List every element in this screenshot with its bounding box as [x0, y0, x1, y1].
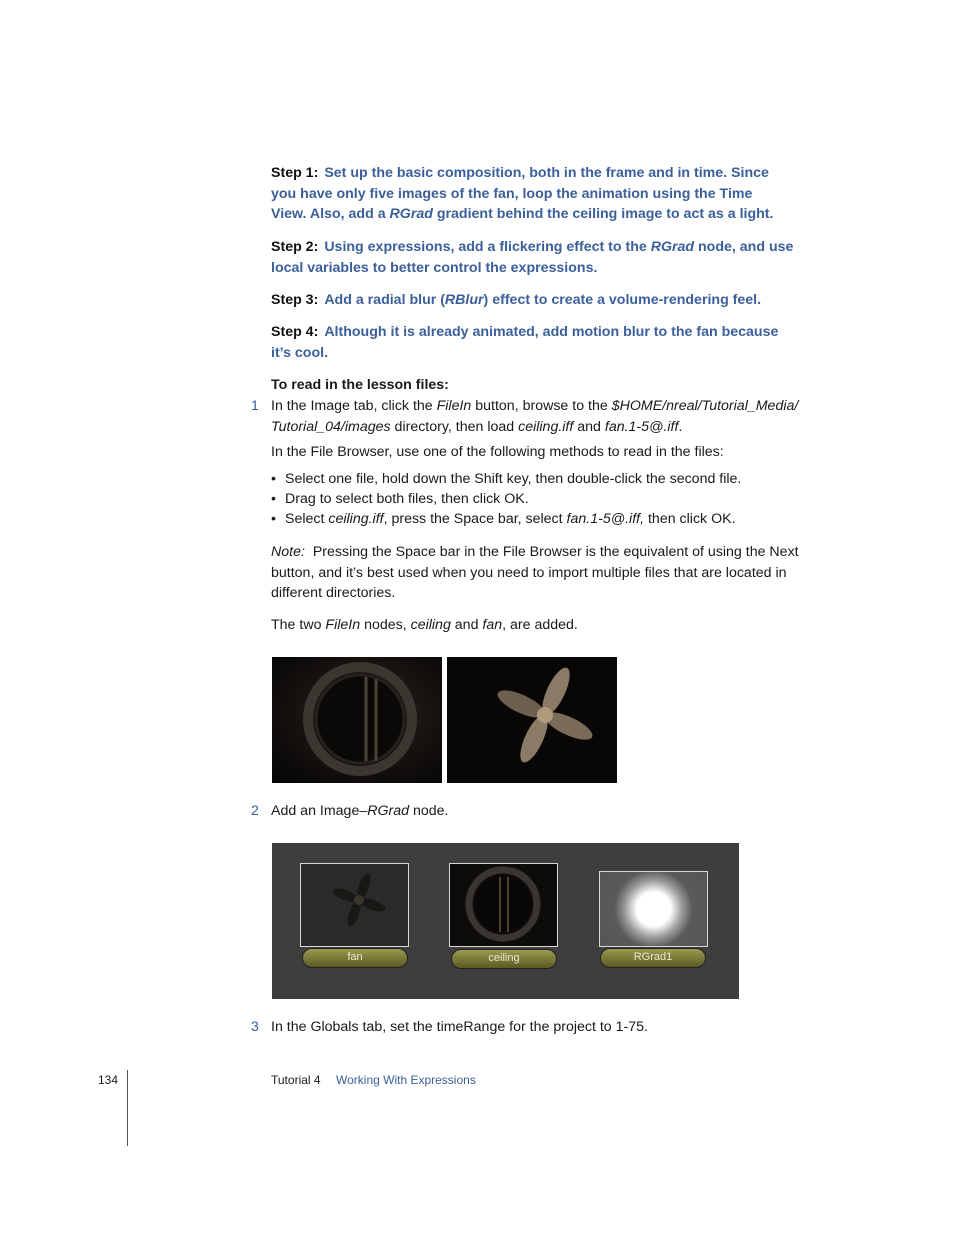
- bullet-dot: •: [271, 511, 276, 527]
- step-3-label: Step 3:: [271, 292, 319, 308]
- ceiling-vent-icon: [272, 657, 442, 783]
- step-1-line-3b: gradient behind the ceiling image to act as a light.: [432, 206, 774, 222]
- bullet-dot: •: [271, 491, 276, 507]
- item-1-fan: fan.1-5@.iff: [604, 418, 679, 435]
- step-3-b: ) effect to create a volume-rendering feel.: [483, 292, 762, 308]
- read-heading: To read in the lesson files:: [271, 377, 449, 393]
- step-3-rblur: RBlur: [444, 292, 484, 308]
- item-2-text: [271, 801, 811, 822]
- b3-a: Select: [285, 511, 329, 527]
- added-text: [271, 615, 811, 636]
- bullet-dot: •: [271, 471, 276, 487]
- step-1-line-1: Set up the basic composition, both in the frame and in time. Since: [324, 165, 769, 181]
- ceiling-node-label[interactable]: ceiling: [451, 949, 557, 969]
- step-4: [271, 322, 811, 363]
- bullet-1-text: Select one file, hold down the Shift key, then double-click the second file.: [285, 471, 742, 487]
- added-ceiling: ceiling: [410, 617, 451, 633]
- item-1-e: .: [678, 418, 683, 435]
- step-1-line-2: you have only five images of the fan, loop the animation using the Time: [271, 185, 753, 202]
- note-line-1: Pressing the Space bar in the File Browser is the equivalent of using the Next: [312, 544, 799, 560]
- footer-tutorial: Tutorial 4: [271, 1073, 321, 1087]
- rgrad-node-label[interactable]: RGrad1: [600, 948, 706, 968]
- step-3-a: Add a radial blur (: [324, 292, 445, 308]
- step-1: [271, 163, 811, 225]
- step-4-line-2: it’s cool.: [271, 344, 329, 361]
- node-view-panel: [272, 843, 739, 999]
- item-3-number: 3: [251, 1019, 259, 1035]
- step-2-line-2: local variables to better control the expressions.: [271, 259, 598, 276]
- b3-ceiling: ceiling.iff: [328, 511, 384, 527]
- item-1-number: 1: [251, 398, 259, 414]
- page-number: 134: [98, 1073, 119, 1087]
- item-1-text: [271, 396, 811, 437]
- added-d: , are added.: [502, 617, 578, 633]
- added-filein: FileIn: [325, 617, 361, 633]
- ceiling-vent-icon: [450, 864, 557, 946]
- browser-text: In the File Browser, use one of the following methods to read in the files:: [271, 444, 724, 460]
- item-2-b: node.: [409, 803, 449, 819]
- step-4-label: Step 4:: [271, 324, 319, 340]
- ceiling-image: [272, 657, 442, 783]
- item-3-text: In the Globals tab, set the timeRange for the project to 1-75.: [271, 1019, 648, 1035]
- step-1-line-3a: View. Also, add a: [271, 206, 390, 222]
- note-line-2: button, and it’s best used when you need to import multiple files that are located in: [271, 564, 787, 581]
- bullet-3-text: [285, 509, 736, 529]
- fan-node-thumbnail[interactable]: [300, 863, 409, 947]
- fan-icon: [447, 657, 617, 783]
- step-2-line-1b: node, and use: [694, 239, 794, 255]
- item-1-path-2: Tutorial_04/images: [271, 418, 391, 435]
- step-4-line-1: Although it is already animated, add motion blur to the fan because: [324, 324, 779, 340]
- step-1-rgrad: RGrad: [389, 206, 433, 222]
- footer-divider: [127, 1070, 128, 1146]
- added-a: The two: [271, 617, 326, 633]
- item-2-number: 2: [251, 803, 259, 819]
- footer-title: Working With Expressions: [336, 1073, 476, 1087]
- bullet-2-text: Drag to select both files, then click OK.: [285, 491, 529, 507]
- step-3: [271, 290, 811, 311]
- step-2-label: Step 2:: [271, 239, 319, 255]
- step-1-label: Step 1:: [271, 165, 319, 181]
- item-2-rgrad: RGrad: [367, 803, 410, 819]
- fan-icon: [301, 864, 408, 946]
- item-1-b: button, browse to the: [471, 398, 612, 414]
- step-2-rgrad: RGrad: [650, 239, 695, 255]
- item-1-d: and: [573, 418, 605, 435]
- b3-c: then click OK.: [644, 511, 736, 527]
- step-2: [271, 237, 811, 278]
- step-2-line-1a: Using expressions, add a flickering effect to the: [324, 239, 651, 255]
- b3-b: , press the Space bar, select: [383, 511, 567, 527]
- note-line-3: different directories.: [271, 585, 396, 601]
- ceiling-node-thumbnail[interactable]: [449, 863, 558, 947]
- item-1-a: In the Image tab, click the: [271, 398, 437, 414]
- added-fan: fan: [482, 617, 503, 633]
- note: [271, 542, 811, 604]
- added-b: nodes,: [360, 617, 411, 633]
- rgrad-node-thumbnail[interactable]: [599, 871, 708, 947]
- note-label: Note:: [271, 544, 305, 560]
- fan-node-label[interactable]: fan: [302, 948, 408, 968]
- item-1-path: $HOME/nreal/Tutorial_Media/: [611, 398, 799, 414]
- item-1-ceiling: ceiling.iff: [518, 418, 574, 435]
- item-2-a: Add an Image–: [271, 803, 368, 819]
- item-1-filein: FileIn: [436, 398, 472, 414]
- added-c: and: [450, 617, 483, 633]
- item-1-c: directory, then load: [390, 418, 519, 435]
- fan-image: [447, 657, 617, 783]
- b3-fan: fan.1-5@.iff,: [566, 511, 645, 527]
